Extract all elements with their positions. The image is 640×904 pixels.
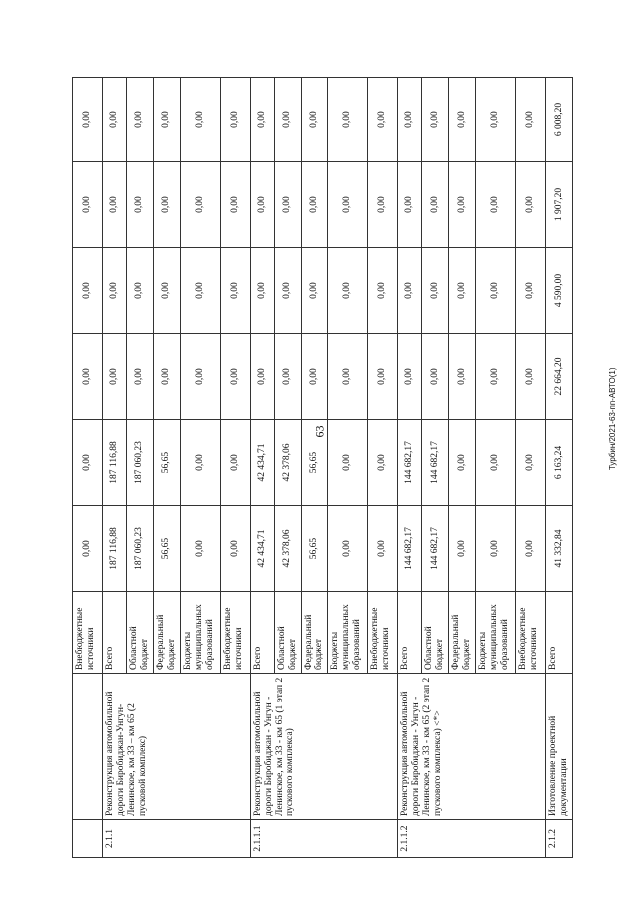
- funding-source: Бюджеты муниципальных образований: [180, 592, 220, 674]
- funding-source: Федеральный бюджет: [153, 592, 180, 674]
- funding-source: Внебюджетные источники: [220, 592, 250, 674]
- amount-cell: 0,00: [516, 162, 546, 248]
- amount-cell: 0,00: [73, 248, 103, 334]
- amount-cell: 0,00: [274, 162, 301, 248]
- amount-cell: 0,00: [476, 78, 516, 162]
- amount-cell: 0,00: [398, 334, 422, 420]
- row-description: Изготовление проектной документации: [546, 674, 573, 820]
- row-description: Реконструкция автомобильной дороги Биробиджан-Унгун-Ленинское, км 33 – км 65 (2 пусковой комплекс): [103, 674, 251, 820]
- table-body: [73, 78, 573, 858]
- amount-cell: 187 116,88: [103, 506, 127, 592]
- amount-cell: 0,00: [328, 506, 368, 592]
- amount-cell: 0,00: [127, 78, 154, 162]
- amount-cell: 0,00: [368, 78, 398, 162]
- amount-cell: 0,00: [103, 162, 127, 248]
- table-row: [546, 78, 573, 858]
- amount-cell: 0,00: [73, 506, 103, 592]
- footer-code: Турбин/2021-63-пп-АВТО(1): [608, 367, 617, 470]
- amount-cell: 0,00: [180, 248, 220, 334]
- amount-cell: 22 664,20: [546, 334, 573, 420]
- amount-cell: 0,00: [449, 506, 476, 592]
- funding-source: Внебюджетные источники: [516, 592, 546, 674]
- amount-cell: 0,00: [476, 420, 516, 506]
- funding-source: Областной бюджет: [127, 592, 154, 674]
- amount-cell: 42 378,06: [274, 506, 301, 592]
- table-row: [73, 78, 103, 858]
- amount-cell: 0,00: [73, 334, 103, 420]
- budget-table-rotated: [72, 78, 569, 858]
- amount-cell: 0,00: [449, 420, 476, 506]
- amount-cell: 0,00: [180, 162, 220, 248]
- row-code: 2.1.1.2: [398, 820, 546, 858]
- amount-cell: 0,00: [127, 334, 154, 420]
- amount-cell: 0,00: [516, 506, 546, 592]
- table-row: [250, 78, 274, 858]
- amount-cell: 0,00: [301, 248, 328, 334]
- amount-cell: 0,00: [422, 162, 449, 248]
- amount-cell: 0,00: [368, 334, 398, 420]
- amount-cell: 0,00: [476, 334, 516, 420]
- amount-cell: 0,00: [127, 248, 154, 334]
- amount-cell: 0,00: [368, 248, 398, 334]
- amount-cell: 56,65: [153, 506, 180, 592]
- amount-cell: 0,00: [328, 248, 368, 334]
- amount-cell: 0,00: [103, 78, 127, 162]
- amount-cell: 0,00: [73, 162, 103, 248]
- amount-cell: 0,00: [516, 78, 546, 162]
- page-number: 63: [312, 425, 327, 438]
- amount-cell: 0,00: [368, 420, 398, 506]
- funding-source: Всего: [250, 592, 274, 674]
- amount-cell: 0,00: [422, 334, 449, 420]
- funding-source: Областной бюджет: [422, 592, 449, 674]
- amount-cell: 0,00: [301, 78, 328, 162]
- amount-cell: 144 682,17: [422, 420, 449, 506]
- amount-cell: 56,65: [301, 506, 328, 592]
- row-description: Реконструкция автомобильной дороги Биробиджан - Унгун - Ленинское, км 33 - км 65 (1 этап 2 пускового комплекса): [250, 674, 398, 820]
- amount-cell: 0,00: [398, 78, 422, 162]
- amount-cell: 0,00: [153, 248, 180, 334]
- amount-cell: 0,00: [449, 248, 476, 334]
- row-code: [73, 820, 103, 858]
- amount-cell: 0,00: [153, 162, 180, 248]
- amount-cell: 0,00: [250, 162, 274, 248]
- amount-cell: 42 434,71: [250, 506, 274, 592]
- amount-cell: 42 434,71: [250, 420, 274, 506]
- funding-source: Федеральный бюджет: [449, 592, 476, 674]
- amount-cell: 0,00: [328, 162, 368, 248]
- amount-cell: 0,00: [250, 334, 274, 420]
- amount-cell: 0,00: [250, 78, 274, 162]
- amount-cell: 0,00: [476, 162, 516, 248]
- amount-cell: 0,00: [368, 162, 398, 248]
- amount-cell: 187 060,23: [127, 506, 154, 592]
- amount-cell: 0,00: [73, 78, 103, 162]
- amount-cell: 0,00: [153, 78, 180, 162]
- amount-cell: 0,00: [368, 506, 398, 592]
- amount-cell: 41 332,84: [546, 506, 573, 592]
- amount-cell: 0,00: [301, 162, 328, 248]
- amount-cell: 42 378,06: [274, 420, 301, 506]
- amount-cell: 0,00: [422, 248, 449, 334]
- funding-source: Бюджеты муниципальных образований: [476, 592, 516, 674]
- amount-cell: 0,00: [180, 420, 220, 506]
- amount-cell: 144 682,17: [398, 420, 422, 506]
- table-row: [398, 78, 422, 858]
- row-code: 2.1.1: [103, 820, 251, 858]
- amount-cell: 0,00: [449, 334, 476, 420]
- amount-cell: 6 008,20: [546, 78, 573, 162]
- amount-cell: 0,00: [449, 162, 476, 248]
- row-description: [73, 674, 103, 820]
- amount-cell: 0,00: [328, 420, 368, 506]
- amount-cell: 56,65: [301, 420, 328, 506]
- amount-cell: 144 682,17: [398, 506, 422, 592]
- amount-cell: 0,00: [220, 162, 250, 248]
- amount-cell: 0,00: [476, 248, 516, 334]
- amount-cell: 0,00: [274, 248, 301, 334]
- amount-cell: 0,00: [398, 162, 422, 248]
- amount-cell: 0,00: [250, 248, 274, 334]
- amount-cell: 187 060,23: [127, 420, 154, 506]
- amount-cell: 0,00: [220, 334, 250, 420]
- amount-cell: 0,00: [516, 248, 546, 334]
- amount-cell: 0,00: [398, 248, 422, 334]
- amount-cell: 0,00: [103, 248, 127, 334]
- amount-cell: 0,00: [220, 248, 250, 334]
- amount-cell: 0,00: [153, 334, 180, 420]
- amount-cell: 0,00: [220, 78, 250, 162]
- amount-cell: 0,00: [180, 334, 220, 420]
- amount-cell: 0,00: [301, 334, 328, 420]
- amount-cell: 1 907,20: [546, 162, 573, 248]
- amount-cell: 0,00: [516, 420, 546, 506]
- amount-cell: 0,00: [516, 334, 546, 420]
- amount-cell: 0,00: [220, 506, 250, 592]
- amount-cell: 4 590,00: [546, 248, 573, 334]
- amount-cell: 0,00: [422, 78, 449, 162]
- funding-source: Внебюджетные источники: [368, 592, 398, 674]
- amount-cell: 56,65: [153, 420, 180, 506]
- row-description: Реконструкция автомобильной дороги Биробиджан - Унгун - Ленинское, км 33 - км 65 (2 этап 2 пускового комплекса) <*>: [398, 674, 546, 820]
- amount-cell: 0,00: [449, 78, 476, 162]
- amount-cell: 187 116,88: [103, 420, 127, 506]
- budget-table: [72, 77, 573, 858]
- amount-cell: 0,00: [103, 334, 127, 420]
- amount-cell: 0,00: [328, 78, 368, 162]
- funding-source: Бюджеты муниципальных образований: [328, 592, 368, 674]
- amount-cell: 144 682,17: [422, 506, 449, 592]
- amount-cell: 0,00: [274, 334, 301, 420]
- funding-source: Федеральный бюджет: [301, 592, 328, 674]
- amount-cell: 0,00: [476, 506, 516, 592]
- amount-cell: 0,00: [73, 420, 103, 506]
- row-code: 2.1.2: [546, 820, 573, 858]
- funding-source: Всего: [103, 592, 127, 674]
- amount-cell: 0,00: [180, 506, 220, 592]
- amount-cell: 0,00: [274, 78, 301, 162]
- amount-cell: 0,00: [220, 420, 250, 506]
- amount-cell: 6 163,24: [546, 420, 573, 506]
- amount-cell: 0,00: [180, 78, 220, 162]
- funding-source: Областной бюджет: [274, 592, 301, 674]
- table-row: [103, 78, 127, 858]
- amount-cell: 0,00: [328, 334, 368, 420]
- funding-source: Всего: [398, 592, 422, 674]
- funding-source: Внебюджетные источники: [73, 592, 103, 674]
- row-code: 2.1.1.1: [250, 820, 398, 858]
- amount-cell: 0,00: [127, 162, 154, 248]
- funding-source: Всего: [546, 592, 573, 674]
